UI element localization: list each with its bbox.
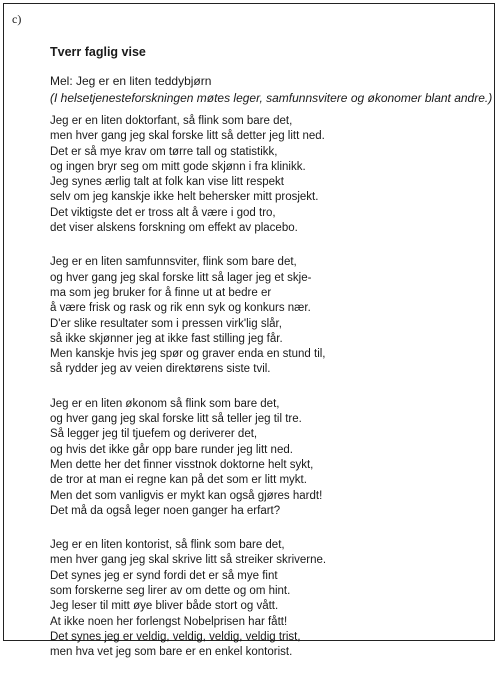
melody-line: Mel: Jeg er en liten teddybjørn [50,74,212,88]
verse-line: Jeg synes ærlig talt at folk kan vise litt respekt [50,176,284,189]
verse-line: Jeg leser til mitt øye bliver både stort og vått. [50,600,279,613]
verse-line: så rydder jeg av veien direktørens siste tvil. [50,363,271,376]
section-label: c) [12,12,22,26]
verse-line: Så legger jeg til tjuefem og deriverer det, [50,428,258,441]
verse-2 [50,255,490,377]
verse-line: D'er slike resultater som i pressen virk'lig slår, [50,317,282,330]
verse-line: Det må da også leger noen ganger ha erfart? [50,504,281,517]
verse-line: Det viktigste det er tross alt å være i god tro, [50,206,276,219]
verse-line: Det er så mye krav om tørre tall og statistikk, [50,145,278,158]
verse-line: men hver gang jeg skal skrive litt så streiker skriverne. [50,554,327,567]
verse-line: Jeg er en liten økonom så flink som bare det, [50,397,280,410]
verse-line: og hver gang jeg skal forske litt så teller jeg til tre. [50,413,302,426]
verse-line: Men det som vanligvis er mykt kan også gjøres hardt! [50,489,323,502]
verse-line: de tror at man ei regne kan på det som er litt mykt. [50,474,307,487]
verse-3 [50,397,490,519]
verse-line: Men dette her det finner visstnok doktorne helt sykt, [50,458,314,471]
verse-line: som forskerne seg lirer av om dette og om hint. [50,585,291,598]
verse-line: det viser alskens forskning om effekt av placebo. [50,222,298,235]
verse-line: men hver gang jeg skal forske litt så detter jeg litt ned. [50,130,325,143]
verse-line: og hver gang jeg skal forske litt så lager jeg et skje- [50,271,312,284]
verse-1 [50,114,490,236]
verse-line: At ikke noen her forlengst Nobelprisen har fått! [50,615,288,628]
verse-line: ma som jeg bruker for å finne ut at bedre er [50,286,272,299]
song-title: Tverr faglig vise [50,45,146,59]
verse-line: Det synes jeg er synd fordi det er så mye fint [50,569,278,582]
verse-line: selv om jeg kanskje ikke helt behersker mitt prosjekt. [50,191,319,204]
verse-line: og hvis det ikke går opp bare runder jeg litt ned. [50,443,293,456]
verse-line: Jeg er en liten samfunnsviter, flink som bare det, [50,256,297,269]
verse-line: Det synes jeg er veldig, veldig, veldig, veldig trist, [50,630,301,643]
verse-line: og ingen bryr seg om mitt gode skjønn i fra klinikk. [50,160,306,173]
verse-line: så ikke skjønner jeg at ikke fast stilling jeg får. [50,332,283,345]
context-note: (I helsetjenesteforskningen møtes leger, samfunnsvitere og økonomer blant andre.) [50,91,493,105]
verse-line: men hva vet jeg som bare er en enkel kontorist. [50,646,293,659]
verse-line: Jeg er en liten kontorist, så flink som bare det, [50,539,285,552]
verse-4 [50,538,490,660]
verse-line: Men kanskje hvis jeg spør og graver enda en stund til, [50,348,326,361]
verses [50,114,490,680]
verse-line: å være frisk og rask og rik enn syk og konkurs nær. [50,302,311,315]
verse-line: Jeg er en liten doktorfant, så flink som bare det, [50,115,293,127]
